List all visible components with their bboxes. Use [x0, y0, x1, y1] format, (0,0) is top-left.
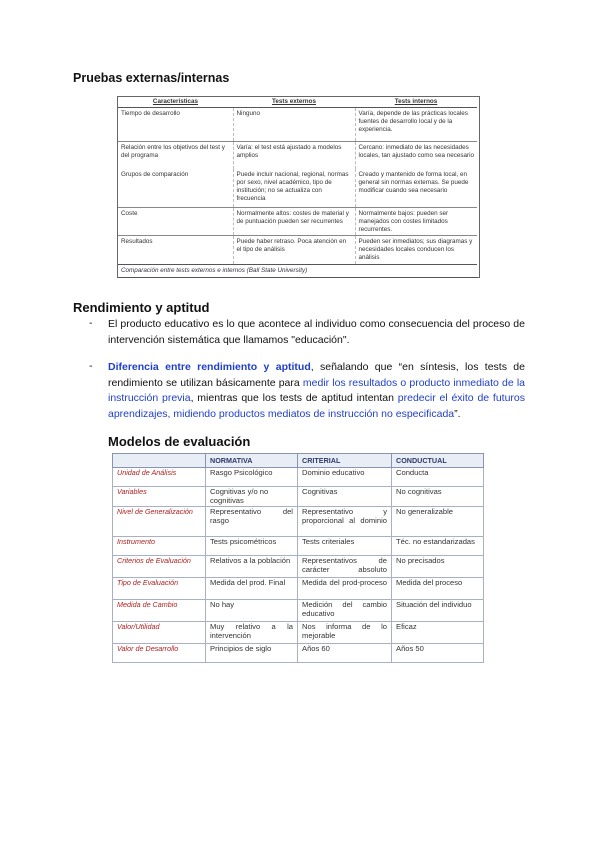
paragraph-producto: El producto educativo es lo que acontece al individuo como consecuencia del proceso de intervención sistemática que llamamos "educación". — [108, 318, 525, 346]
table-cell: Conducta — [392, 468, 484, 487]
table-cell: Relativos a la población — [206, 556, 298, 578]
table-cell: Representativos de carácter absoluto — [298, 556, 392, 578]
section-title-rendimiento: Rendimiento y aptitud — [73, 300, 210, 315]
text-segment: , mientras que los tests de aptitud intentan — [190, 392, 398, 404]
highlight-medir: medir los resultados o producto inmediato de la instrucción previa — [108, 376, 525, 404]
table-cell: No hay — [206, 600, 298, 622]
bullet-marker: - — [89, 317, 93, 329]
table-cell: Creado y mantenido de forma local, en general sin normas externas. Se puede modificar cuando sea necesario — [358, 171, 469, 195]
table-cell: Normalmente bajos: pueden ser manejados con costes limitados recurrentes. — [355, 207, 477, 236]
table-cell: Varía, depende de las prácticas locales fuentes de desarrollo local y de la experiencia. — [358, 109, 468, 133]
section-title-modelos: Modelos de evaluación — [108, 434, 251, 449]
table-cell: Normalmente altos: costes de material y de puntuación pueden ser recurrentes — [233, 207, 355, 236]
table-cell: Años 50 — [392, 644, 484, 663]
text-segment: , señalando que “en síntesis, los tests de rendimiento se utilizan básicamente para — [108, 361, 525, 389]
table-cell: Situación del individuo — [392, 600, 484, 622]
table-cell: Representativo del rasgo — [206, 507, 298, 537]
table-cell: Tiempo de desarrollo — [118, 107, 233, 141]
bullet-marker: - — [89, 360, 93, 372]
table-cell: Medida del proceso — [392, 578, 484, 600]
table-cell: Medición del cambio educativo — [298, 600, 392, 622]
row-label: Nivel de Generalización — [113, 507, 206, 537]
table-cell: Dominio educativo — [298, 468, 392, 487]
table-cell: Pueden ser inmediatos; sus diagramas y necesidades locales conducen los análisis — [355, 236, 477, 265]
row-label: Instrumento — [113, 537, 206, 556]
header-conductual: CONDUCTUAL — [392, 454, 484, 468]
table-cell: Tests criteriales — [298, 537, 392, 556]
highlight-lead: Diferencia entre rendimiento y aptitud — [108, 361, 311, 373]
table-cell: Nos informa de lo mejorable — [298, 622, 392, 644]
table-cell: Eficaz — [392, 622, 484, 644]
table-cell: Representativo y proporcional al dominio — [298, 507, 392, 537]
table-cell: Relación entre los objetivos del test y del programa — [118, 141, 233, 169]
row-label: Valor de Desarrollo — [113, 644, 206, 663]
table-cell: Cercano: inmediato de las necesidades locales, tan ajustado como sea necesario — [355, 141, 477, 169]
table-cell: Puede haber retraso. Poca atención en el tipo de análisis — [233, 236, 355, 265]
table-cell: Coste — [118, 207, 233, 236]
table-cell: Puede incluir nacional, regional, normas por sexo, nivel académico, tipo de institución; no se actualiza con frecuencia — [233, 169, 355, 207]
table-caption: Comparación entre tests externos e internos (Ball State University) — [118, 265, 477, 278]
evaluation-models-table — [112, 453, 484, 663]
section-title-pruebas: Pruebas externas/internas — [73, 71, 230, 85]
header-empty — [113, 454, 206, 468]
table-cell: Rasgo Psicológico — [206, 468, 298, 487]
header-normativa: NORMATIVA — [206, 454, 298, 468]
header-criterial: CRITERIAL — [298, 454, 392, 468]
row-label: Tipo de Evaluación — [113, 578, 206, 600]
header-external: Tests externos — [233, 97, 355, 107]
row-label: Valor/Utilidad — [113, 622, 206, 644]
tests-comparison-table — [118, 97, 477, 278]
table-cell: Varía: el test está ajustado a modelos amplios — [233, 141, 355, 169]
table-cell: Cognitivas — [298, 487, 392, 507]
row-label: Unidad de Análisis — [113, 468, 206, 487]
table-cell: Medida del prod-proceso — [298, 578, 392, 600]
paragraph-diferencia — [108, 360, 525, 422]
table-cell: Medida del prod. Final — [206, 578, 298, 600]
row-label: Medida de Cambio — [113, 600, 206, 622]
header-internal: Tests internos — [355, 97, 477, 107]
table-cell: Cognitivas y/o no cognitivas — [206, 487, 298, 507]
row-label: Criterios de Evaluación — [113, 556, 206, 578]
highlight-predecir: predecir el éxito de futuros aprendizajes, midiendo productos mediatos de instrucción no especificada — [108, 392, 526, 420]
header-characteristics: Características — [118, 97, 233, 107]
table-cell: Años 60 — [298, 644, 392, 663]
table-cell: No generalizable — [392, 507, 484, 537]
table-cell: Tests psicométricos — [206, 537, 298, 556]
table-cell: Grupos de comparación — [118, 169, 233, 207]
row-label: Variables — [113, 487, 206, 507]
table-cell: Principios de siglo — [206, 644, 298, 663]
table-cell: Ninguno — [233, 107, 355, 141]
text-segment: ”. — [454, 407, 461, 420]
table-cell: Téc. no estandarizadas — [392, 537, 484, 556]
table-cell: Muy relativo a la intervención — [206, 622, 298, 644]
table-cell: No cognitivas — [392, 487, 484, 507]
table-cell: Resultados — [118, 236, 233, 265]
table-cell: No precisados — [392, 556, 484, 578]
